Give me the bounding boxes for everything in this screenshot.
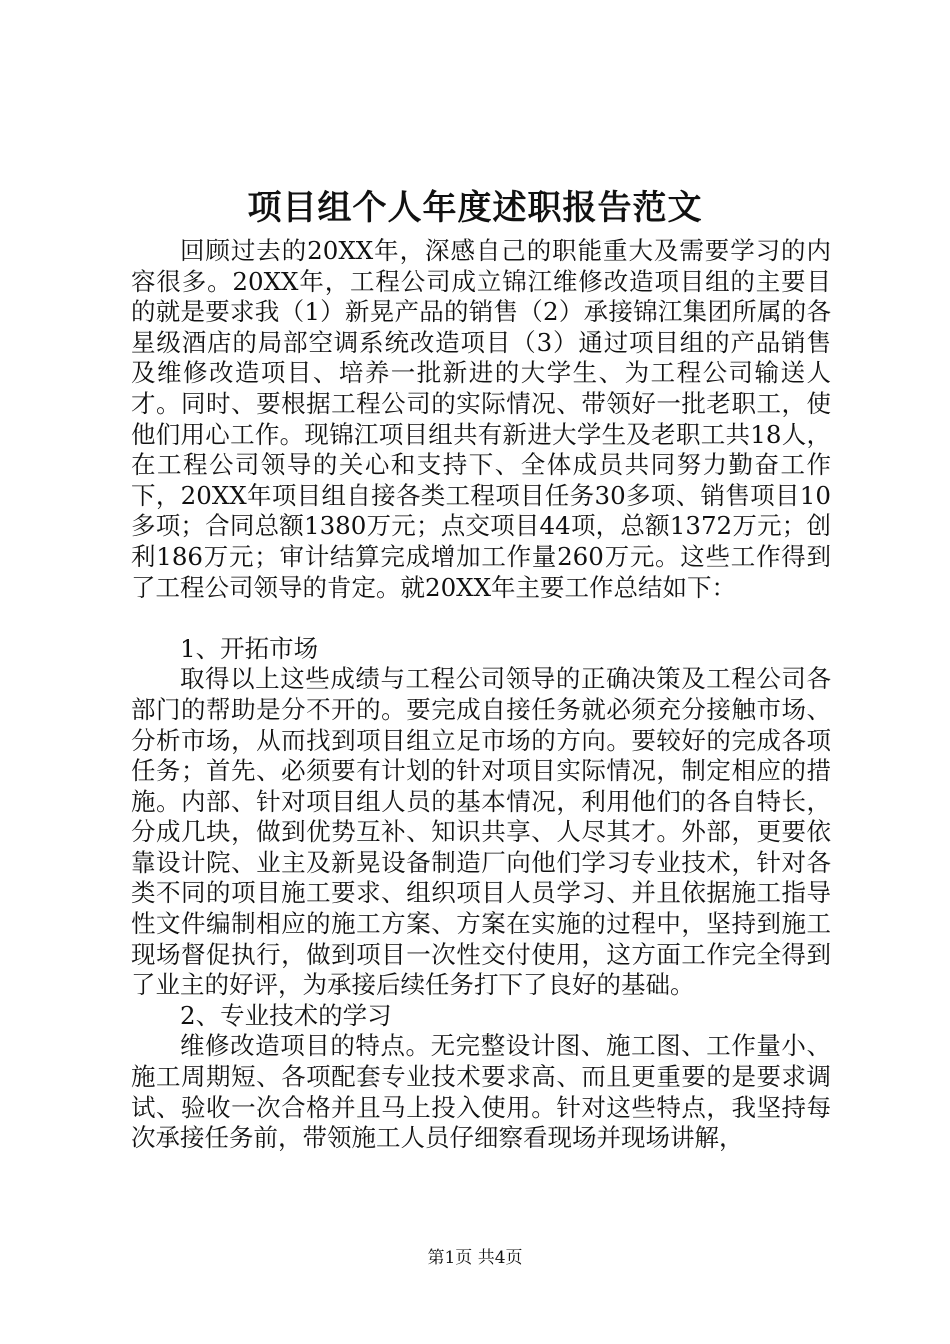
page-number-footer: 第1页 共4页	[427, 1248, 523, 1268]
section-heading-technical: 2、专业技术的学习	[180, 1000, 392, 1030]
paragraph-market: 取得以上这些成绩与工程公司领导的正确决策及工程公司各部门的帮助是分不开的。要完成自接任务就必须充分接触市场、分析市场，从而找到项目组立足市场的方向。要较好的完成各项任务；首先、必须要有计划的针对项目实际情况，制定相应的措施。内部、针对项目组人员的基本情况，利用他们的各自特长，分成几块，做到优势互补、知识共享、人尽其才。外部，更要依靠设计院、业主及新晃设备制造厂向他们学习专业技术，针对各类不同的项目施工要求、组织项目人员学习、并且依据施工指导性文件编制相应的施工方案、方案在实施的过程中，坚持到施工现场督促执行，做到项目一次性交付使用，这方面工作完全得到了业主的好评，为承接后续任务打下了良好的基础。	[131, 664, 831, 1000]
paragraph-intro: 回顾过去的20XX年，深感自己的职能重大及需要学习的内容很多。20XX年，工程公司成立锦江维修改造项目组的主要目的就是要求我（1）新晃产品的销售（2）承接锦江集团所属的各星级酒店的局部空调系统改造项目（3）通过项目组的产品销售及维修改造项目、培养一批新进的大学生、为工程公司输送人才。同时、要根据工程公司的实际情况、带领好一批老职工，使他们用心工作。现锦江项目组共有新进大学生及老职工共18人，在工程公司领导的关心和支持下、全体成员共同努力勤奋工作下，20XX年项目组自接各类工程项目任务30多项、销售项目10多项；合同总额1380万元；点交项目44项，总额1372万元；创利186万元；审计结算完成增加工作量260万元。这些工作得到了工程公司领导的肯定。就20XX年主要工作总结如下：	[131, 236, 831, 602]
document-title: 项目组个人年度述职报告范文	[247, 188, 703, 228]
paragraph-spacer	[131, 603, 831, 634]
section-heading-market: 1、开拓市场	[180, 633, 319, 663]
document-body	[131, 236, 831, 1154]
paragraph-technical: 维修改造项目的特点。无完整设计图、施工图、工作量小、施工周期短、各项配套专业技术要求高、而且更重要的是要求调试、验收一次合格并且马上投入使用。针对这些特点，我坚持每次承接任务前，带领施工人员仔细察看现场并现场讲解，	[131, 1031, 831, 1153]
